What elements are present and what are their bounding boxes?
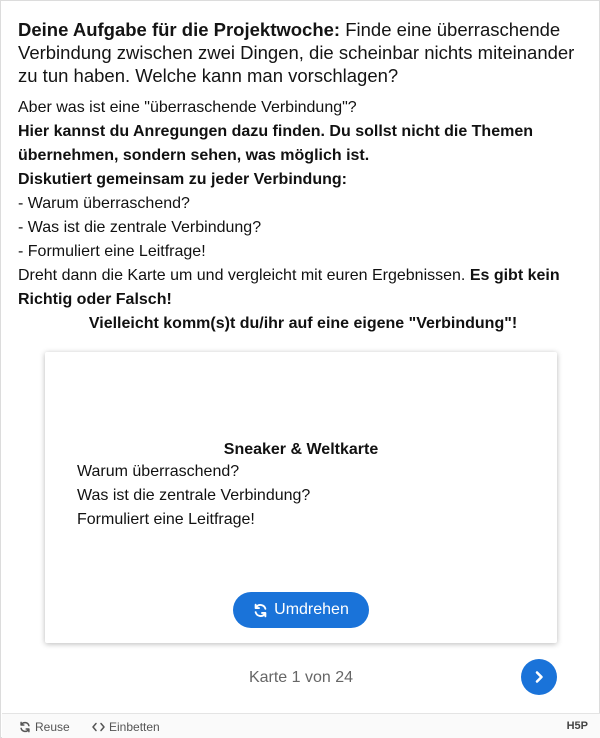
card-line: Warum überraschend? bbox=[77, 463, 240, 480]
task-intro-text: Finde eine überraschende Verbindung zwischen zwei Dingen, die scheinbar nichts miteinander zu tun haben. Welche kann man vorschlagen? bbox=[18, 19, 575, 86]
flip-button-label: Umdrehen bbox=[274, 601, 349, 618]
description-question: Aber was ist eine "überraschende Verbindung"? bbox=[18, 99, 357, 116]
description-hint: Hier kannst du Anregungen dazu finden. Du sollst nicht die Themen übernehmen, sondern sehen, was möglich ist. bbox=[18, 123, 533, 164]
task-description bbox=[18, 96, 588, 336]
h5p-logo[interactable]: H5P bbox=[566, 720, 588, 732]
description-point: - Formuliert eine Leitfrage! bbox=[18, 243, 206, 260]
flip-instruction-bold: Es gibt kein Richtig oder Falsch! bbox=[18, 267, 560, 308]
description-flip-instruction bbox=[18, 264, 588, 312]
task-intro bbox=[18, 18, 588, 87]
card-progress: Karte 1 von 24 bbox=[248, 669, 354, 686]
footer-bar bbox=[2, 713, 600, 738]
card-title: Sneaker & Weltkarte bbox=[223, 441, 379, 458]
embed-label: Einbetten bbox=[109, 720, 160, 734]
flashcard bbox=[45, 352, 557, 643]
chevron-right-icon bbox=[532, 670, 546, 684]
description-closing: Vielleicht komm(s)t du/ihr auf eine eigene "Verbindung"! bbox=[88, 315, 518, 332]
embed-button[interactable] bbox=[92, 720, 160, 734]
refresh-icon bbox=[253, 603, 268, 618]
description-discuss: Diskutiert gemeinsam zu jeder Verbindung: bbox=[18, 171, 347, 188]
reuse-label: Reuse bbox=[35, 720, 70, 734]
description-point: - Was ist die zentrale Verbindung? bbox=[18, 219, 262, 236]
flip-button[interactable] bbox=[233, 592, 369, 628]
flip-instruction-text: Dreht dann die Karte um und vergleicht mit euren Ergebnissen. bbox=[18, 267, 470, 284]
next-card-button[interactable] bbox=[521, 659, 557, 695]
code-icon bbox=[92, 722, 105, 732]
card-line: Formuliert eine Leitfrage! bbox=[77, 511, 255, 528]
card-line: Was ist die zentrale Verbindung? bbox=[77, 487, 311, 504]
task-intro-bold: Deine Aufgabe für die Projektwoche: bbox=[18, 19, 341, 40]
description-point: - Warum überraschend? bbox=[18, 195, 190, 212]
card-text bbox=[77, 460, 310, 532]
reuse-button[interactable] bbox=[19, 720, 70, 734]
reuse-icon bbox=[19, 721, 31, 733]
